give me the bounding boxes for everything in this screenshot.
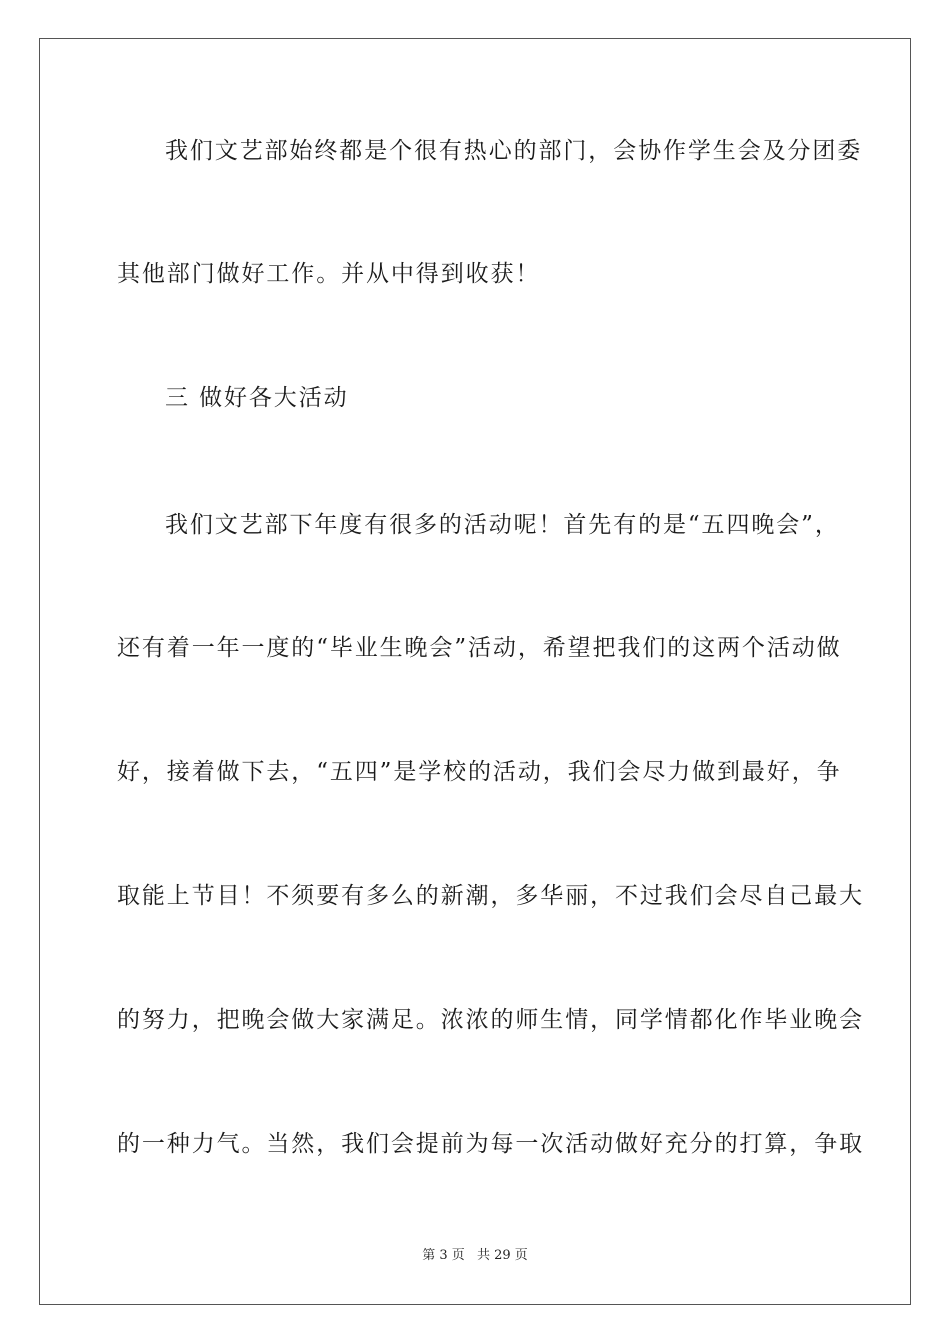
section-heading: 三 做好各大活动: [165, 385, 349, 411]
paragraph-line-7: 的努力，把晚会做大家满足。浓浓的师生情，同学情都化作毕业晚会: [117, 1007, 864, 1033]
paragraph-line-1: 我们文艺部始终都是个很有热心的部门，会协作学生会及分团委: [165, 138, 863, 164]
paragraph-line-3: 我们文艺部下年度有很多的活动呢！首先有的是“五四晚会”，: [165, 512, 840, 538]
page-number: 第 3 页: [422, 1248, 465, 1263]
page-total: 共 29 页: [476, 1248, 528, 1263]
page-footer: [0, 1247, 950, 1265]
paragraph-line-5: 好，接着做下去，“五四”是学校的活动，我们会尽力做到最好，争: [117, 759, 842, 785]
paragraph-line-6: 取能上节目！不须要有多么的新潮，多华丽，不过我们会尽自己最大: [117, 883, 864, 909]
paragraph-line-8: 的一种力气。当然，我们会提前为每一次活动做好充分的打算，争取: [117, 1131, 864, 1157]
paragraph-line-2: 其他部门做好工作。并从中得到收获！: [117, 261, 541, 287]
paragraph-line-4: 还有着一年一度的“毕业生晚会”活动，希望把我们的这两个活动做: [117, 635, 842, 661]
page-frame: [39, 38, 911, 1305]
